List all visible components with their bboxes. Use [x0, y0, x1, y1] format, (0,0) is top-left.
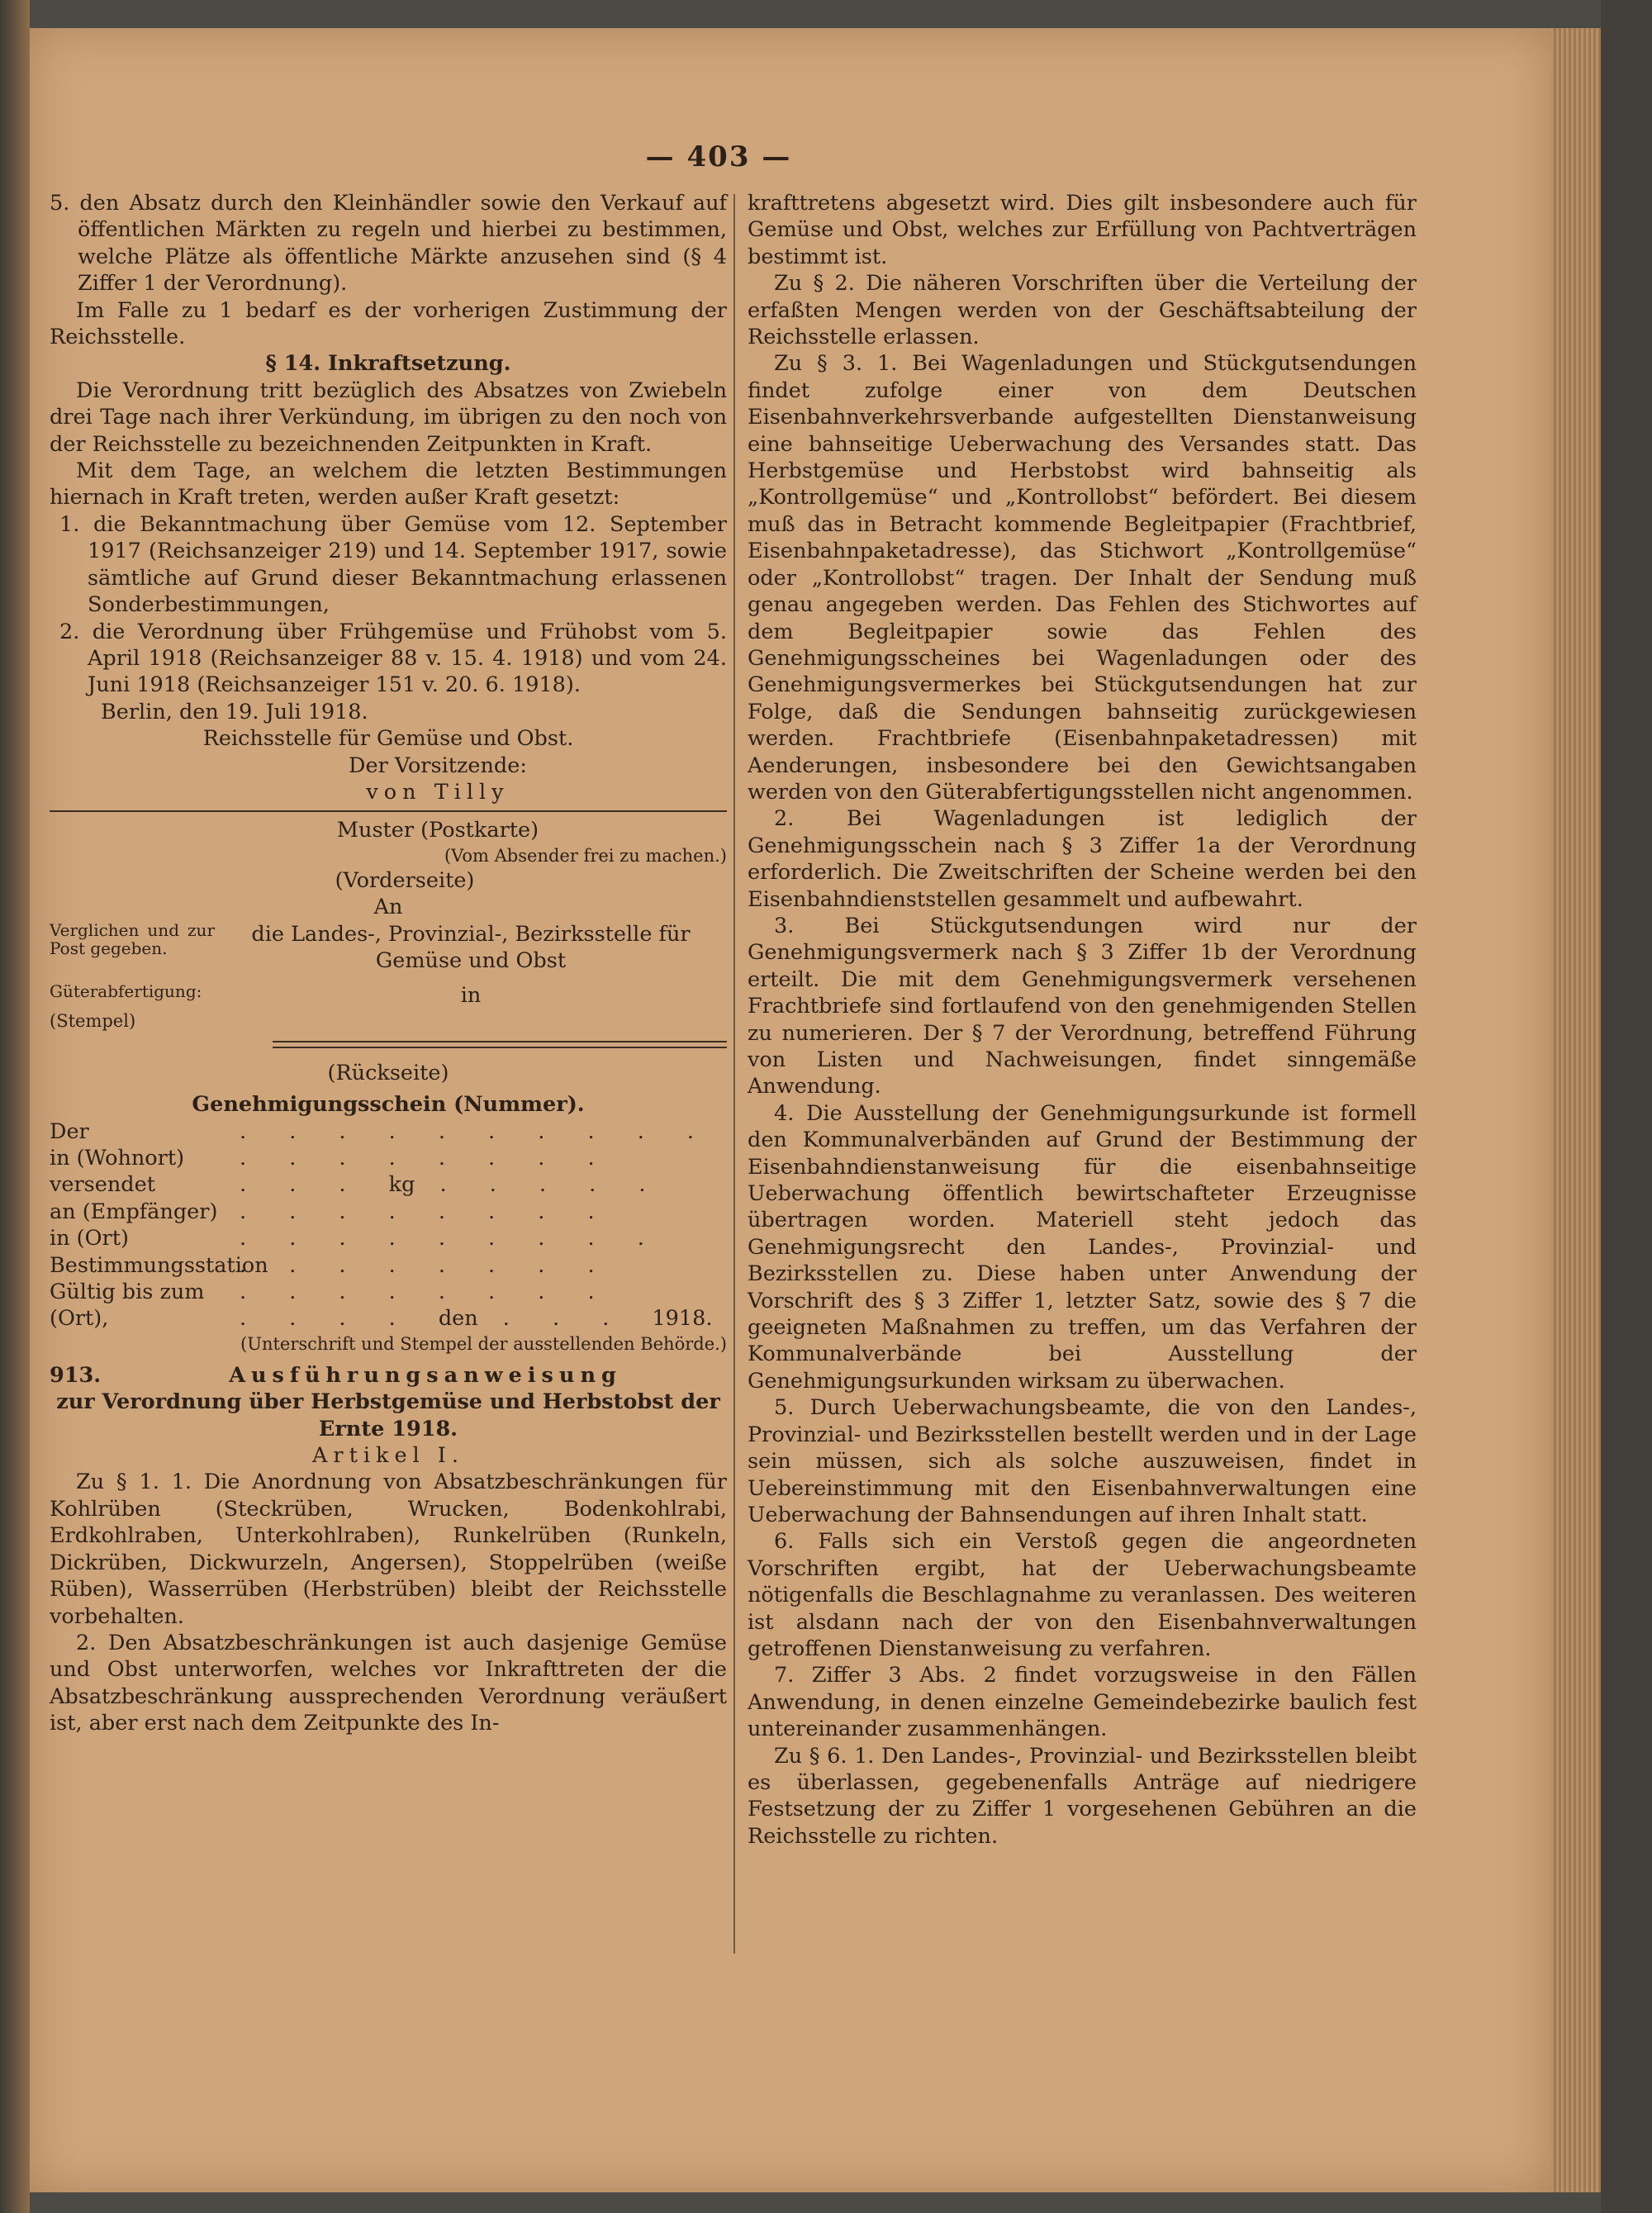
column-divider [733, 194, 735, 1954]
page-number: — 403 — [645, 140, 792, 173]
article-number: Artikel I. [312, 1443, 464, 1469]
paragraph: Zu § 2. Die näheren Vorschriften über die Verteilung der erfaßten Mengen werden von der Geschäftsabteilung der Reichsstelle erlassen. [748, 271, 1417, 350]
paragraph: 2. Bei Wagenladungen ist lediglich der Genehmigungsschein nach § 3 Ziffer 1a der Verordnung erforderlich. Die Zweitschriften der Scheine werden bei den Eisenbahndienststellen gesammelt und aufbewahrt. [748, 806, 1417, 912]
paragraph: Zu § 1. 1. Die Anordnung von Absatzbeschränkungen für Kohlrüben (Steckrüben, Wrucken, Bodenkohlrabi, Erdkohlraben, Unterkohlraben), Runkelrüben (Runkeln, Dickrüben, Dickwurzeln, Angersen), Stoppelrüben (weiße Rüben), Wasserrüben (Herbstrüben) bleibt der Reichsstelle vorbehalten. [50, 1470, 727, 1629]
paragraph: 3. Bei Stückgutsendungen wird nur der Genehmigungsvermerk nach § 3 Ziffer 1b der Verordnung erteilt. Die mit dem Genehmigungsvermerk versehenen Frachtbriefe sind fortlaufend von den genehmigenden Stellen zu numerieren. Der § 7 der Verordnung, betreffend Führung von Listen und Nachweisungen, findet sinngemäße Anwendung. [748, 913, 1417, 1099]
article-title: Ausführungsanweisung [229, 1362, 622, 1388]
form-signature-note: (Unterschrift und Stempel der ausstellenden Behörde.) [240, 1333, 727, 1354]
paragraph: 7. Ziffer 3 Abs. 2 findet vorzugsweise in den Fällen Anwendung, in denen einzelne Gemeindebezirke baulich fest untereinander zusammenhängen. [748, 1663, 1417, 1742]
form-side-back: (Rückseite) [327, 1060, 449, 1085]
signature-title: Der Vorsitzende: [349, 753, 527, 778]
form-field-row [50, 1305, 727, 1332]
paragraph: 6. Falls sich ein Verstoß gegen die angeordneten Vorschriften ergibt, hat der Ueberwachungsbeamte nötigenfalls die Beschlagnahme zu veranlassen. Des weiteren ist alsdann nach der von den Eisenbahnverwaltungen getroffenen Dienstanweisung zu verfahren. [748, 1529, 1417, 1661]
form-field-row [50, 1171, 727, 1198]
right-column [748, 190, 1417, 1850]
form-addressee: die Landes-, Provinzial-, Bezirksstelle für Gemüse und Obst [251, 921, 691, 973]
unit-kg: kg [388, 1172, 415, 1198]
form-field-label: versendet [50, 1172, 155, 1198]
fill-dots: . . . . . . . . [240, 1146, 613, 1171]
form-den: den [438, 1306, 478, 1332]
signature-place: Berlin, den 19. Juli 1918. [101, 699, 368, 724]
page-edges [1551, 28, 1601, 2192]
form-field-label: (Ort), [50, 1306, 109, 1332]
divider [50, 810, 727, 812]
paragraph: krafttretens abgesetzt wird. Dies gilt insbesondere auch für Gemüse und Obst, welches zur Erfüllung von Pachtverträgen bestimmt ist. [748, 191, 1417, 269]
form-field-row [50, 1225, 727, 1251]
form-year: 1918. [652, 1306, 713, 1332]
form-stamp: (Stempel) [50, 1010, 136, 1031]
form-field-label: in (Wohnort) [50, 1146, 185, 1171]
fill-dots: . . . . . . . . [240, 1199, 613, 1224]
form-stamp-label: Verglichen und zur Post gegeben. [50, 919, 215, 958]
paragraph: Die Verordnung tritt bezüglich des Absatzes von Zwiebeln drei Tage nach ihrer Verkündung, im übrigen zu den noch von der Reichsstelle zu bezeichnenden Zeitpunkten in Kraft. [50, 378, 727, 457]
form-back-title: Genehmigungsschein (Nummer). [192, 1092, 585, 1118]
form-address-row [50, 921, 727, 975]
paragraph: 5. Durch Ueberwachungsbeamte, die von den Landes-, Provinzial- und Bezirksstellen bestellt werden und in der Lage sein müssen, sich als solche auszuweisen, findet in Uebereinstimmung mit den Eisenbahnverwaltungen eine Ueberwachung der Bahnsendungen auf ihren Inhalt statt. [748, 1395, 1417, 1527]
form-field-label: in (Ort) [50, 1226, 129, 1251]
book-cover [1601, 0, 1652, 2213]
paragraph: Im Falle zu 1 bedarf es der vorherigen Zustimmung der Reichsstelle. [50, 297, 727, 350]
fill-dots: . . . . den . . . 1918. [240, 1306, 713, 1332]
form-field-label: Gültig bis zum [50, 1280, 205, 1305]
form-title: Muster (Postkarte) [336, 818, 539, 843]
signature-name: von Tilly [366, 779, 510, 805]
left-column [50, 190, 727, 1737]
paragraph: 2. Den Absatzbeschränkungen ist auch dasjenige Gemüse und Obst unterworfen, welches vor Inkrafttreten der die Absatzbeschränkung aussprechenden Verordnung veräußert ist, aber erst nach dem Zeitpunkte des In- [50, 1630, 727, 1736]
paragraph: 4. Die Ausstellung der Genehmigungsurkunde ist formell den Kommunalverbänden auf Grund der Bestimmung der Eisenbahndienstanweisung für die eisenbahnseitige Ueberwachung öffentlich bewirtschafteter Erzeugnisse übertragen worden. Materiell steht jedoch das Genehmigungsrecht den Landes-, Provinzial- und Bezirksstellen zu. Diese haben unter Anwendung der Vorschrift des § 3 Ziffer 1, letzter Satz, sowie des § 7 die geeigneten Maßnahmen zu treffen, um das Verfahren der Kommunalverbände bei Ausstellung der Genehmigungsurkunden wirksam zu überwachen. [748, 1100, 1417, 1394]
paragraph: Zu § 6. 1. Den Landes-, Provinzial- und Bezirksstellen bleibt es überlassen, gegebenenfalls Anträge auf niedrigere Festsetzung der zu Ziffer 1 vorgesehenen Gebühren an die Reichsstelle zu richten. [748, 1743, 1417, 1849]
form-to: An [373, 895, 403, 920]
form-field-row [50, 1145, 727, 1171]
article-subtitle: zur Verordnung über Herbstgemüse und Herbstobst der Ernte 1918. [56, 1389, 720, 1441]
article-heading-row [50, 1362, 727, 1389]
form-field-label: Der [50, 1118, 89, 1144]
fill-dots: . . . . . . . . [240, 1280, 613, 1305]
form-field-label: an (Empfänger) [50, 1199, 218, 1224]
paragraph: Zu § 3. 1. Bei Wagenladungen und Stückgutsendungen findet zufolge einer von dem Deutschen Eisenbahnverkehrsverbande aufgestellten Dienstanweisung eine bahnseitige Ueberwachung des Versandes statt. Das Herbstgemüse und Herbstobst wird bahnseitig als „Kontrollgemüse“ und „Kontrollobst“ befördert. Bei diesem muß das in Betracht kommende Begleitpapier (Frachtbrief, Eisenbahnpaketadresse), das Stichwort „Kontrollgemüse“ oder „Kontrollobst“ tragen. Der Inhalt der Sendung muß genau angegeben werden. Das Fehlen des Stichwortes auf dem Begleitpapier sowie das Fehlen des Genehmigungsscheines bei Wagenladungen oder des Genehmigungsvermerkes bei Stückgutsendungen hat zur Folge, daß die Sendungen bahnseitig zurückgewiesen werden. Frachtbriefe (Eisenbahnpaketadressen) mit Aenderungen, insbesondere bei den Gewichtsangaben werden von den Güterabfertigungsstellen nicht angenommen. [748, 351, 1417, 805]
form-freight-row [50, 982, 727, 1009]
fill-dots: . . . . . . . . [240, 1252, 613, 1278]
section-heading: § 14. Inkraftsetzung. [265, 351, 511, 377]
book-gutter [0, 0, 30, 2213]
form-in: in [460, 983, 482, 1009]
paragraph: Mit dem Tage, an welchem die letzten Bestimmungen hiernach in Kraft treten, werden außer Kraft gesetzt: [50, 458, 727, 511]
form-freight-label: Güterabfertigung: [50, 981, 202, 1002]
item-number: 913. [50, 1362, 102, 1388]
form-side-front: (Vorderseite) [335, 867, 475, 893]
fill-dots: . . . . . . . . . . [240, 1118, 713, 1144]
form-note: (Vom Absender frei zu machen.) [444, 845, 727, 866]
list-item: 1. die Bekanntmachung über Gemüse vom 12. September 1917 (Reichsanzeiger 219) und 14. September 1917, sowie sämtliche auf Grund dieser Bekanntmachung erlassenen Sonderbestimmungen, [59, 511, 727, 618]
list-item: 2. die Verordnung über Frühgemüse und Frühobst vom 5. April 1918 (Reichsanzeiger 88 v. 15. 4. 1918) und vom 24. Juni 1918 (Reichsanzeiger 151 v. 20. 6. 1918). [59, 619, 727, 698]
fill-dots: . . . kg . . . . . [240, 1172, 664, 1198]
form-field-row [50, 1279, 727, 1305]
signature-office: Reichsstelle für Gemüse und Obst. [202, 726, 574, 752]
form-field-label: Bestimmungsstation [50, 1252, 268, 1278]
fill-dots: . . . . . . . . . [240, 1226, 662, 1251]
form-field-row [50, 1118, 727, 1145]
form-double-rule [273, 1041, 727, 1048]
form-field-row [50, 1199, 727, 1225]
item-5: 5. den Absatz durch den Kleinhändler sowie den Verkauf auf öffentlichen Märkten zu regeln und hierbei zu bestimmen, welche Plätze als öffentliche Märkte anzusehen sind (§ 4 Ziffer 1 der Verordnung). [50, 191, 727, 297]
form-field-row [50, 1252, 727, 1279]
